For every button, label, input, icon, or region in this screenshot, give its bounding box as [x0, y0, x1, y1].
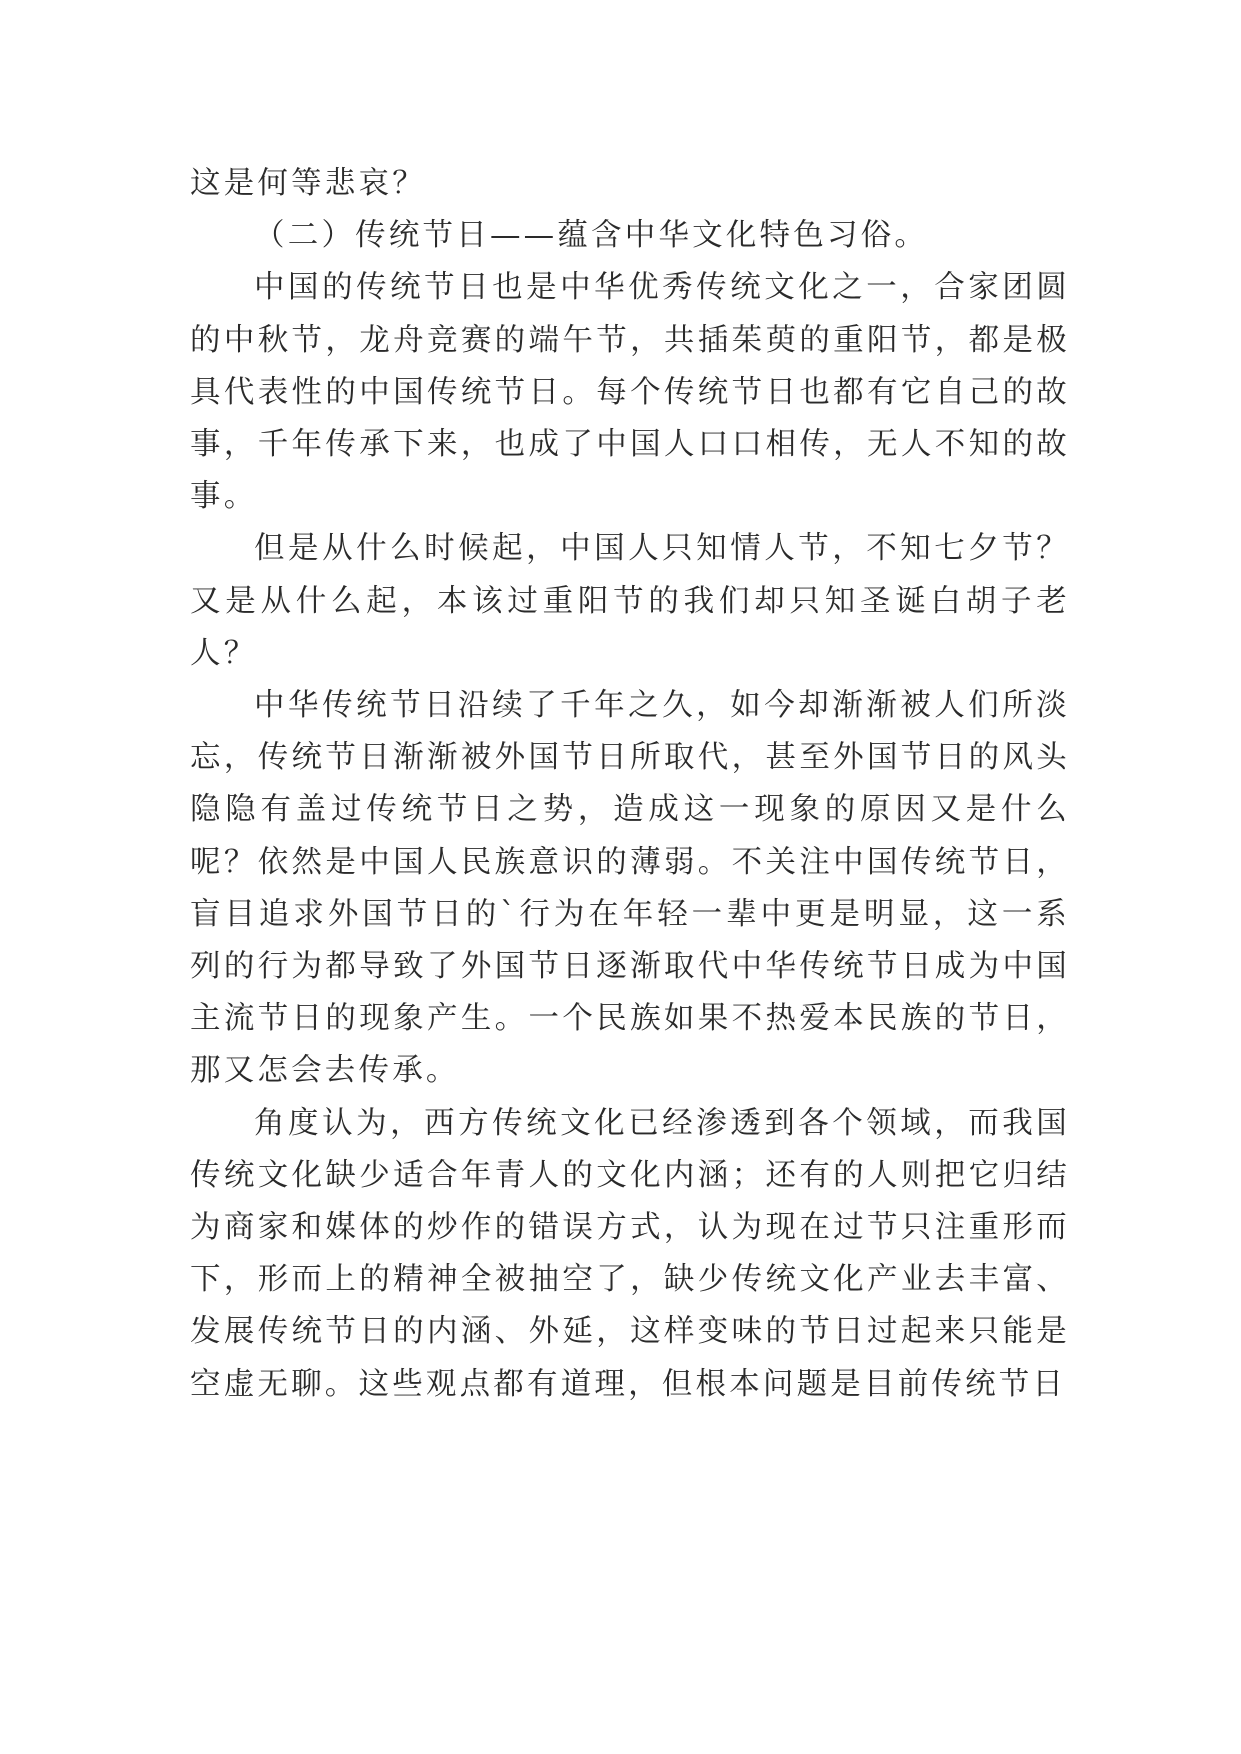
paragraph: 但是从什么时候起，中国人只知情人节，不知七夕节？又是从什么起，本该过重阳节的我们却只知圣诞白胡子老人？ [190, 531, 1070, 671]
paragraph: 这是何等悲哀？ [190, 166, 426, 201]
paragraph: 中国的传统节日也是中华优秀传统文化之一，合家团圆的中秋节，龙舟竞赛的端午节，共插茱萸的重阳节，都是极具代表性的中国传统节日。每个传统节日也都有它自己的故事，千年传承下来，也成了中国人口口相传，无人不知的故事。 [190, 270, 1070, 515]
body-text [190, 158, 1070, 1411]
paragraph: 角度认为，西方传统文化已经渗透到各个领域，而我国传统文化缺少适合年青人的文化内涵；还有的人则把它归结为商家和媒体的炒作的错误方式，认为现在过节只注重形而下，形而上的精神全被抽空了，缺少传统文化产业去丰富、发展传统节日的内涵、外延，这样变味的节日过起来只能是空虚无聊。这些观点都有道理，但根本问题是目前传统节日 [190, 1105, 1070, 1402]
section-heading: （二）传统节日——蕴含中华文化特色习俗。 [254, 218, 929, 254]
paragraph: 中华传统节日沿续了千年之久，如今却渐渐被人们所淡忘，传统节日渐渐被外国节日所取代，甚至外国节日的风头隐隐有盖过传统节日之势，造成这一现象的原因又是什么呢？依然是中国人民族意识的薄弱。不关注中国传统节日，盲目追求外国节日的`行为在年轻一辈中更是明显，这一系列的行为都导致了外国节日逐渐取代中华传统节日成为中国主流节日的现象产生。一个民族如果不热爱本民族的节日，那又怎会去传承。 [190, 688, 1070, 1089]
